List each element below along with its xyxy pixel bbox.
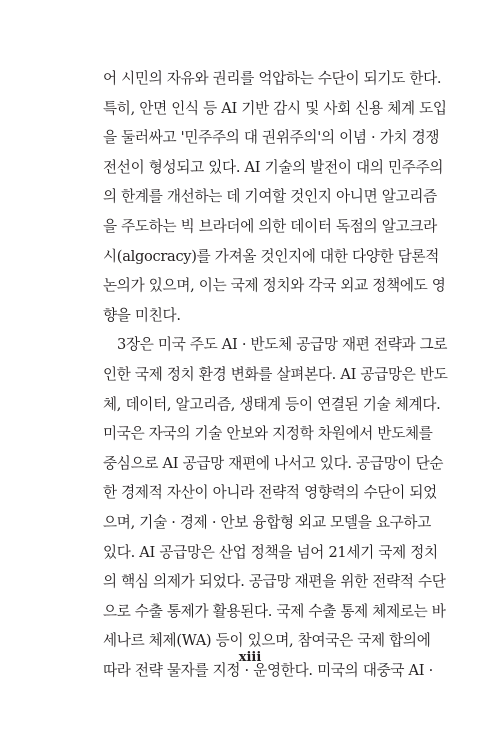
text-line: 논의가 있으며, 이는 국제 정치와 각국 외교 정책에도 영 [103,277,446,295]
text-line: 시(algocracy)를 가져올 것인지에 대한 다양한 담론적 [103,247,440,265]
text-line: 인한 국제 정치 환경 변화를 살펴본다. AI 공급망은 반도 [103,365,448,383]
paragraph [103,330,448,685]
text-line: 으로 수출 통제가 활용된다. 국제 수출 통제 체제로는 바 [103,602,446,620]
text-line: 중심으로 AI 공급망 재편에 나서고 있다. 공급망이 단순 [103,454,444,472]
text-line: 3장은 미국 주도 AI · 반도체 공급망 재편 전략과 그로 [117,336,448,354]
text-line: 을 둘러싸고 '민주주의 대 권위주의'의 이념 · 가치 경쟁 [103,129,440,147]
text-line: 특히, 안면 인식 등 AI 기반 감시 및 사회 신용 체계 도입 [103,99,447,117]
page-number: xiii [238,650,262,665]
text-line: 을 주도하는 빅 브라더에 의한 데이터 독점의 알고크라 [103,217,437,235]
text-line: 의 핵심 의제가 되었다. 공급망 재편을 위한 전략적 수단 [103,573,446,591]
text-line: 체, 데이터, 알고리즘, 생태계 등이 연결된 기술 체계다. [103,395,441,413]
text-line: 미국은 자국의 기술 안보와 지정학 차원에서 반도체를 [103,425,433,443]
text-line: 전선이 형성되고 있다. AI 기술의 발전이 대의 민주주의 [103,158,444,176]
text-line: 향을 미친다. [103,306,181,324]
paragraph [103,64,447,330]
text-line: 한 경제적 자산이 아니라 전략적 영향력의 수단이 되었 [103,484,437,502]
text-line: 있다. AI 공급망은 산업 정책을 넘어 21세기 국제 정치 [103,543,438,561]
body-text [103,64,448,685]
text-line: 의 한계를 개선하는 데 기여할 것인지 아니면 알고리즘 [103,188,437,206]
text-line: 따라 전략 물자를 지정 · 운영한다. 미국의 대중국 AI · [103,661,433,679]
text-line: 세나르 체제(WA) 등이 있으며, 참여국은 국제 합의에 [103,632,431,650]
text-line: 어 시민의 자유와 권리를 억압하는 수단이 되기도 한다. [103,70,442,87]
text-line: 으며, 기술 · 경제 · 안보 융합형 외교 모델을 요구하고 [103,513,432,531]
